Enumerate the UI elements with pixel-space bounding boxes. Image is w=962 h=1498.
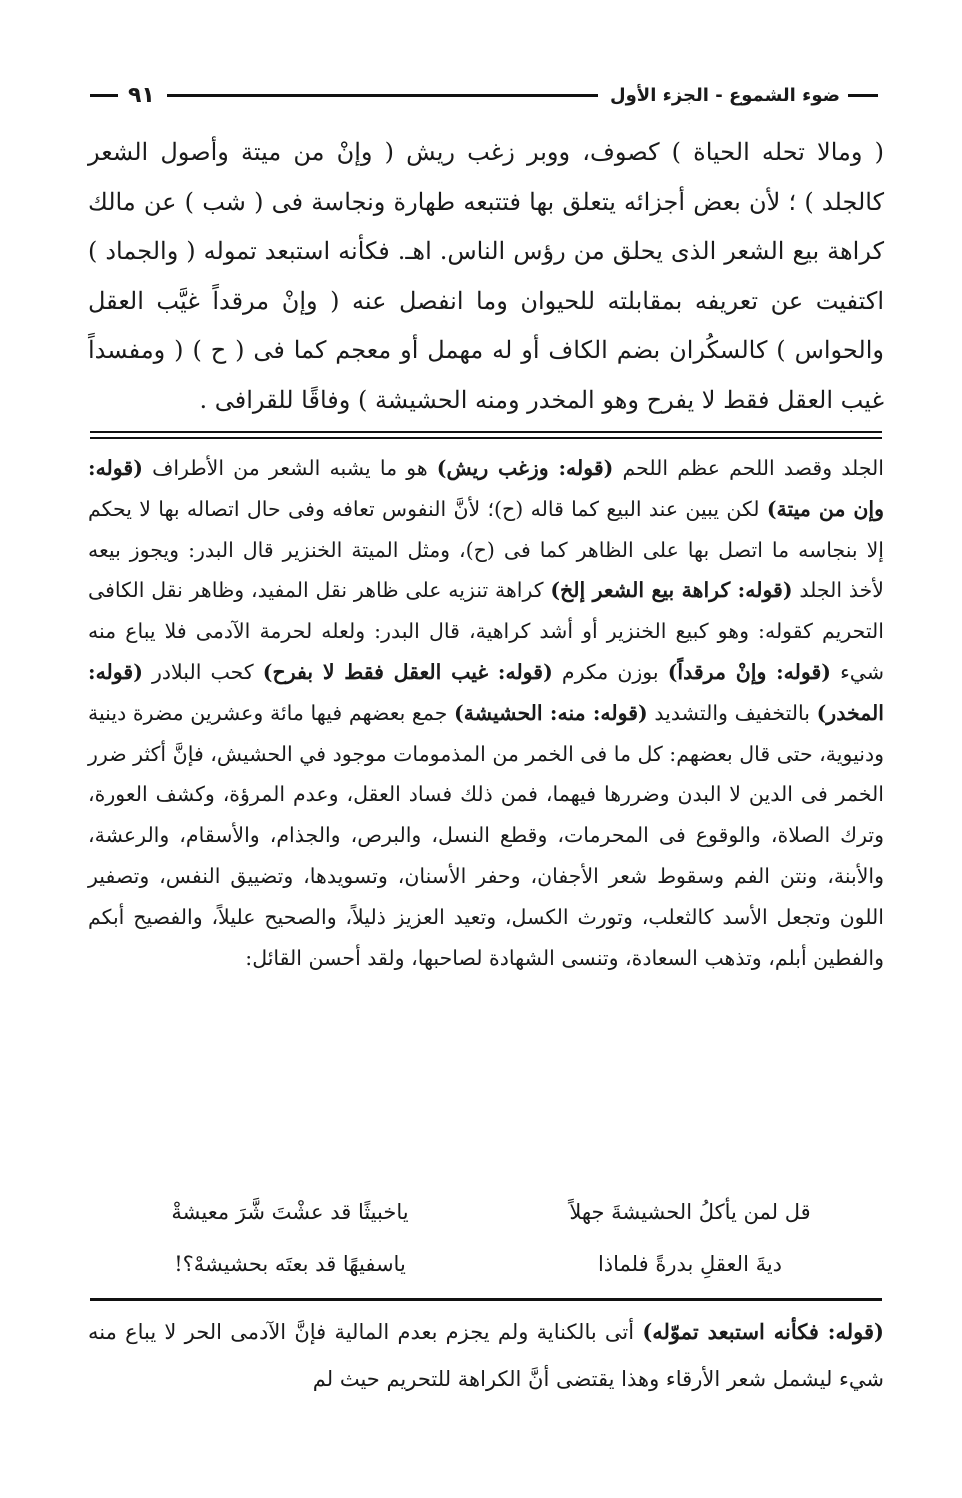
commentary-heading: (قوله: كراهة بيع الشعر إلخ) <box>550 578 793 603</box>
header-title: ضوء الشموع - الجزء الأول <box>610 84 840 106</box>
commentary-heading: (قوله: وزغب ريش) <box>436 456 614 480</box>
commentary-text-run: جمع بعضهم فيها مائة وعشرين مضرة دينية ودنيوية، حتى قال بعضهم: كل ما فى الخمر من المذمومات موجود في الحشيش، فإنَّ أكثر ضرر الخمر فى الدين لا البدن وضررها فيهما، فمن ذلك فساد العقل، وعدم المرؤة، وكشف العورة، وترك الصلاة، والوقوع فى المحرمات، وقطع النسل، والبرص، والجذام، والأسقام، والرعشة، والأبنة، ونتن الفم وسقوط شعر الأجفان، وحفر الأسنان، وتسويدها، وتضييق النفس، وتصفير اللون وتجعل الأسد كالثعلب، وتورث الكسل، وتعيد العزيز ذليلاً، والصحيح عليلاً، والفصيح أبكم والفطين أبلم، وتذهب السعادة، وتنسى الشهادة لصاحبها، ولقد أحسن القائل: <box>88 700 884 970</box>
separator-rule-bottom <box>90 437 882 439</box>
header-dash-left <box>90 94 118 97</box>
commentary-text-run: لكن يبين عند البيع كما قاله (ح)؛ لأنَّ النفوس تعافه وفى حال اتصاله بها لا يحكم إلا بنجاسه ما اتصل بها على الظاهر كما فى (ح)، ومثل الميتة الخنزير قال البدر: ويجوز بيعه لأخذ الجلد <box>88 496 884 603</box>
main-paragraph: ( ومالا تحله الحياة ) كصوف، ووبر زغب ريش ( وإنْ من ميتة وأصول الشعر كالجلد ) ؛ لأن بعض أجزائه يتعلق بها فتتبعه طهارة ونجاسة فى ( شب ) عن مالك كراهة بيع الشعر الذى يحلق من رؤس الناس. اهـ. فكأنه استبعد تموله ( والجماد ) اكتفيت عن تعريفه بمقابلته للحيوان وما انفصل عنه ( وإنْ مرقداً غيَّب العقل والحواس ) كالسكُران بضم الكاف أو له مهمل أو معجم كما فى ( ح ) ( ومفسداً غيب العقل فقط لا يفرح وهو المخدر ومنه الحشيشة ) وفاقًا للقرافى . <box>88 138 884 414</box>
commentary-heading: (قوله: منه: الحشيشة) <box>454 700 648 725</box>
commentary-heading: (قوله: وإنْ مرقداً) <box>667 659 831 684</box>
poem-verse <box>120 1238 860 1290</box>
footer-paragraph <box>88 1308 884 1403</box>
commentary-heading: (قوله: وإن من ميتة) <box>88 456 884 521</box>
poem-hemistich: ديةَ العقلِ بدرةً فلماذا <box>597 1252 783 1276</box>
separator-rule-top <box>90 431 882 433</box>
running-header <box>90 78 878 112</box>
footer-separator-rule <box>90 1298 882 1301</box>
poem-hemistich: ياخبيثًا قد عشْتَ شَّرَ معيشةْ <box>171 1200 409 1224</box>
main-text <box>88 128 884 425</box>
commentary-text-run: بالتخفيف والتشديد <box>647 700 817 725</box>
poem-hemistich: قل لمن يأكلُ الحشيشةَ جهلاً <box>569 1200 811 1224</box>
header-dash-right <box>848 94 878 97</box>
poem-verse <box>120 1186 860 1238</box>
poem <box>120 1186 860 1290</box>
commentary-heading: (قوله: غيب العقل فقط لا بفرح) <box>262 659 553 684</box>
commentary-heading: (قوله: المخدر) <box>88 659 884 725</box>
header-rule <box>167 94 598 97</box>
commentary-text-run: كحب البلادر <box>142 659 263 684</box>
commentary-text-run: هو ما يشبه الشعر من الأطراف <box>142 456 437 480</box>
commentary-text-run: الجلد وقصد اللحم عظم اللحم <box>613 456 884 480</box>
commentary-text-run: بوزن مكرم <box>552 659 668 684</box>
footer-heading: (قوله: فكأنه استبعد تموّله) <box>642 1319 884 1344</box>
commentary-text-run: كراهة تنزيه على ظاهر نقل المفيد، وظاهر نقل الكافى التحريم كقوله: وهو كبيع الخنزير أو أشد كراهية، قال البدر: ولعله لحرمة الآدمى فلا يباع منه شيء <box>88 578 885 684</box>
footer-text-run: أتى بالكناية ولم يجزم بعدم المالية فإنَّ الآدمى الحر لا يباع منه شيء ليشمل شعر الأرقاء وهذا يقتضى أنَّ الكراهة للتحريم حيث لم <box>88 1320 884 1391</box>
footer-text <box>88 1308 884 1403</box>
poem-hemistich: ياسفيهًا قد بعتَه بحشيشهْ؟! <box>174 1252 406 1276</box>
page-number: ٩١ <box>128 82 155 108</box>
commentary-paragraph <box>88 448 884 978</box>
commentary-text <box>88 448 884 978</box>
